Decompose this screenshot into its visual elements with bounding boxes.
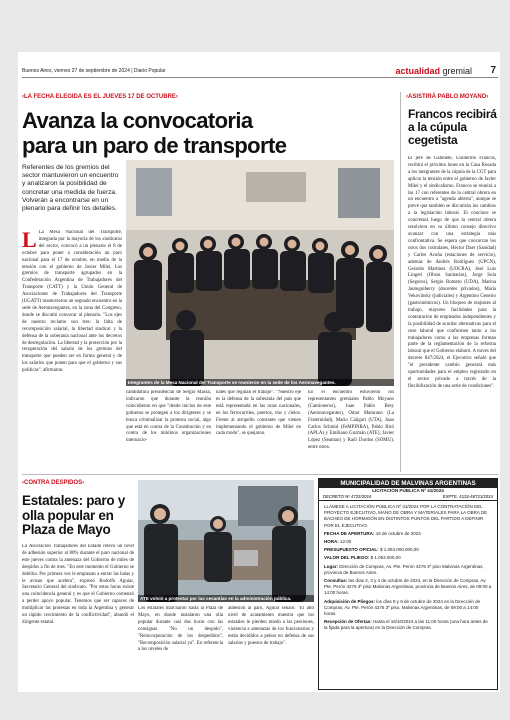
main-column-3: nales que regulan el trabajo". "Nuestro eje es la defensa de la soberanía del país que está representada en las rutas nacionales, en los ferrocarriles, puertos, ríos y cielos. Frente al atropello constante que vienen implementando el gobierno de Milei en cada modo", se quejaron. <box>216 390 301 437</box>
page-header <box>22 66 498 78</box>
side-body: El jefe de Gabinete, Guillermo Francos, recibirá el próximo lunes en la Casa Rosada a los integrantes de la cúpula de la CGT para aplicar la tensión entre el gobierno de Javier Milei y el sindicalismo. Francos se reunirá a las 17 con referentes de la central obrera en un encuentro a "agenda abierta", aunque se prevé que también se discutirán los cambios a la legislación laboral. El cónclave se concretará luego de que la central obrera resolviera en su último consejo directivo avanzar con una estrategia más confrontativa. Se espera que concurran los otros dos cotitulares, Héctor Daer (Sanidad) y Carlos Acuña (estaciones de servicio), además de Andrés Rodríguez (UPCN), Gerardo Martínez (UOCRA), José Luis Lingeri (Obras Sanitarias), Jorge Sola (Seguros), Sergio Romero (UDA), Marina Jaureguiberry (docentes privados), María Vekovinsky (judiciales) y Argentino Geneiro (gastronómicos). Un bloqueo de reajustes al trabajo, mayores facilidades para la contratación de empleados independientes y la posibilidad de acordar alternativas para el cese laboral que conformen tanto a los trabajadores como a las empresas forman parte de la reglamentación de la reforma laboral que el Gobierno elaboró. A través del decreto 847/2024, el Ejecutivo señaló que "el presidente cambio generará más oportunidades para el empleo registrado en el sector privado a través de la flexibilización de una serie de condiciones". <box>408 156 496 389</box>
main-photo-caption: Integrantes de la Mesa Nacional del Transporte se reunieron en la sede de los Aeronavegantes. <box>126 379 394 386</box>
ad-consultas-value: las días 2, 3 y 4 de octubre de 2024, en la Dirección de Compras, Av. Pte. Perón 4276 3º piso Malvinas Argentinas, provincia de Buenos Aires, de 09:00 a 14:00 horas. <box>324 578 492 596</box>
ad-pliego-label: VALOR DEL PLIEGO: <box>324 555 370 561</box>
ad-presupuesto-value: $ 1.053.000.000,00 <box>379 547 419 553</box>
ad-title: MUNICIPALIDAD DE MALVINAS ARGENTINAS <box>319 479 497 488</box>
section-subname: gremial <box>442 66 472 76</box>
third-column-3: adhesión al paro, Aguiar señaló: "El alto nivel de acatamiento muestra que los estatales le pierden miedo a las presiones, violencia e amenazas de los funcionarios y están decididos a pelear en defensa de sus salarios y puestos de trabajo". <box>228 606 314 646</box>
ad-hora-value: 12:00 <box>340 539 352 545</box>
ad-lugar-label: Lugar: <box>324 563 338 569</box>
ad-adquisicion-value: los días 8 y 9 de octubre de 2024 en la Dirección de Compras, Av. Pte. Perón 4276 3º piso, Malvinas Argentinas, de 09:00 a 14:00 horas. <box>324 598 481 617</box>
main-headline <box>22 108 394 158</box>
ad-lugar-value: Dirección de Compras, Av. Pte. Perón 4276 3º piso Malvinas Argentinas, provincia de Buenos Aires. <box>324 563 484 575</box>
horizontal-divider <box>22 474 498 475</box>
ad-expte: EXPTE. 4132-48721/2024 <box>442 494 493 499</box>
main-column-2: candidatura presidencial de Sergio Massa, indicaron que durante la reunión coincidieron en que "desde inicios de este gobierno se protegen a los dirigentes y se busca criminalizar la protesta social, algo que está en contra de la Constitución y en contra de los mínimos organizaciones internacio- <box>126 390 211 444</box>
page-number: 7 <box>490 65 496 76</box>
section-title <box>395 66 472 76</box>
ad-lugar <box>324 564 492 576</box>
section-name: actualidad <box>395 66 440 76</box>
ad-consultas <box>324 578 492 597</box>
main-kicker-text: LA FECHA ELEGIDA ES EL JUEVES 17 DE OCTUBRE <box>24 94 176 100</box>
ad-hora-label: HORA: <box>324 539 339 545</box>
third-kicker: ‹CONTRA DESPIDOS› <box>22 480 85 486</box>
ad-adquisicion-label: Adquisición de Pliegos: <box>324 598 376 604</box>
side-headline: Francos recibirá a la cúpula cegetista <box>408 107 497 147</box>
ad-apertura-value: 16 de octubre de 2024 <box>375 530 421 536</box>
main-lede: Referentes de los gremios del sector mantuvieron un encuentro y analizaron la posibilidad de concretar una medida de fuerza. Volverán a encontrarse en un plenario para definir los detalles. <box>22 164 119 213</box>
municipal-ad <box>318 478 498 690</box>
ad-recepcion-label: Recepción de Ofertas: <box>324 619 372 625</box>
side-kicker-text: ASISTIRÁ PABLO MOYANO <box>408 94 487 100</box>
drop-cap: L <box>22 230 37 252</box>
main-headline-line-1: Avanza la convocatoria <box>22 108 253 133</box>
dateline: Buenos Aires, viernes 27 de septiembre de 2024 | Diario Popular <box>22 68 166 74</box>
ad-decree: DECRETO Nº 4722/2024 <box>323 494 372 499</box>
third-column-2: Los estatales marcharon hasta la Plaza de Mayo, en donde instalaron una olla popular durante casi dos horas con las consignas "No un despido", "Reincorporación de los despedidos", "Recomposición salarial ya". En referencia a los niveles de <box>138 606 223 653</box>
kicker-arrow-icon: ‹ <box>22 94 24 100</box>
ad-subtitle: LICITACIÓN PÚBLICA Nº 41/2024 <box>372 488 444 493</box>
main-headline-line-2: para un paro de transporte <box>22 133 287 158</box>
column-divider <box>400 92 401 472</box>
ad-consultas-label: Consultas: <box>324 578 348 584</box>
newspaper-page <box>18 52 500 692</box>
third-photo <box>138 480 314 602</box>
third-headline: Estatales: paro y olla popular en Plaza de Mayo <box>22 493 125 537</box>
ad-intro: LLÁMESE A LICITACIÓN PÚBLICA Nº 41/2024 POR LA CONTRATACIÓN DEL PROYECTO EJECUTIVO, MANO DE OBRA Y MATERIALES PARA LA OBRA DE BACHEO DE HORMIGÓN EN DISTINTOS PUNTOS DEL PARTIDO A DEFINIR POR EL EJECUTIVO. <box>324 504 488 528</box>
ad-apertura <box>324 531 492 537</box>
ad-decree-row <box>319 493 497 501</box>
ad-presupuesto <box>324 547 492 553</box>
ad-pliego-value: $ 1.053.000,00 <box>370 555 401 561</box>
ad-adquisicion <box>324 599 492 618</box>
meeting-photo-image <box>126 160 394 386</box>
third-column-1: La Asociación Trabajadores del Estado relevó un nivel de adhesión superior al 80% durante el paro nacional de este jueves contra la amenaza del Gobierno de miles de despidos a fin de mes. "En este momento el Gobierno se debilita. Por primera vez le empiezan a entrar las balas y le avisan que acelera", expresó Rodolfo Aguiar, Secretario General del sindicato. "Por estas horas existe una coincidencia general y es que el Gobierno comenzó a perder apoyo popular. Tenemos que ser capaces de multiplicar las protestas en toda la Argentina y generar un rápido crecimiento de la conflictividad", abundó el dirigente estatal. <box>22 544 134 625</box>
ad-pliego <box>324 555 492 561</box>
ad-recepcion-value: Hasta el 16/10/2024 a las 11:00 horas (una hora antes de la fijada para la apertura) en la Dirección de Compras. <box>324 619 488 631</box>
third-photo-caption: ATE volvió a protestar por las cesantías en la administración pública. <box>138 595 314 602</box>
ad-presupuesto-label: PRESUPUESTO OFICIAL: <box>324 547 379 553</box>
ad-apertura-label: FECHA DE APERTURA: <box>324 530 375 536</box>
ad-recepcion <box>324 619 492 631</box>
main-column-1 <box>22 230 122 470</box>
main-column-1-text: La Mesa Nacional del Transporte, integrada por la mayoría de los sindicatos del sector, convocó a un plenario el 8 de octubre para poner a consideración un paro nacional para el 17 de octubre, en medio de la tensión con el gobierno de Javier Milei. Los gremios de transporte agrupados en la Confederación Argentina de Trabajadores del Transporte (CATT) y la Unión General de Asociaciones de Trabajadores del Transporte (UGATT) mantuvieron un segundo encuentro en la sede de Aeronavegantes, en la zona del Congreso, donde se discutió convocar al plenario. "Los ejes de nuestro reclamo son tres: la falta de recomposición salarial, la libertad sindical y la defensa de la soberanía nacional ante los decretos de desregulación. La libertad y la protección por la recuperación del salario de los gremios del transporte que pueden ser en forma general y de los salarios que ponen para que el gobierno y sus políticas", afirmaron. <box>22 230 122 374</box>
ad-hora <box>324 539 492 545</box>
main-photo <box>126 160 394 386</box>
third-kicker-text: CONTRA DESPIDOS <box>24 480 83 486</box>
side-kicker: ‹ASISTIRÁ PABLO MOYANO› <box>406 94 489 100</box>
main-column-4: En el encuentro estuvieron los representantes gremiales Pablo Moyano (Camioneros), Juan Pablo Brey (Aeronavegantes), Omar Maturano (La Fraternidad), Mario Caligari (UTA), Juan Carlos Schmid (FeMPINRA), Pablo Biró (APLA) y Emiliano Guzmán (ATE), Javier López (Seaman) y Raúl Durdos (SOMU), entre otros. <box>308 390 394 451</box>
ad-body <box>319 501 497 637</box>
main-kicker: ‹LA FECHA ELEGIDA ES EL JUEVES 17 DE OCTUBRE› <box>22 94 178 100</box>
protest-photo-image <box>138 480 314 602</box>
